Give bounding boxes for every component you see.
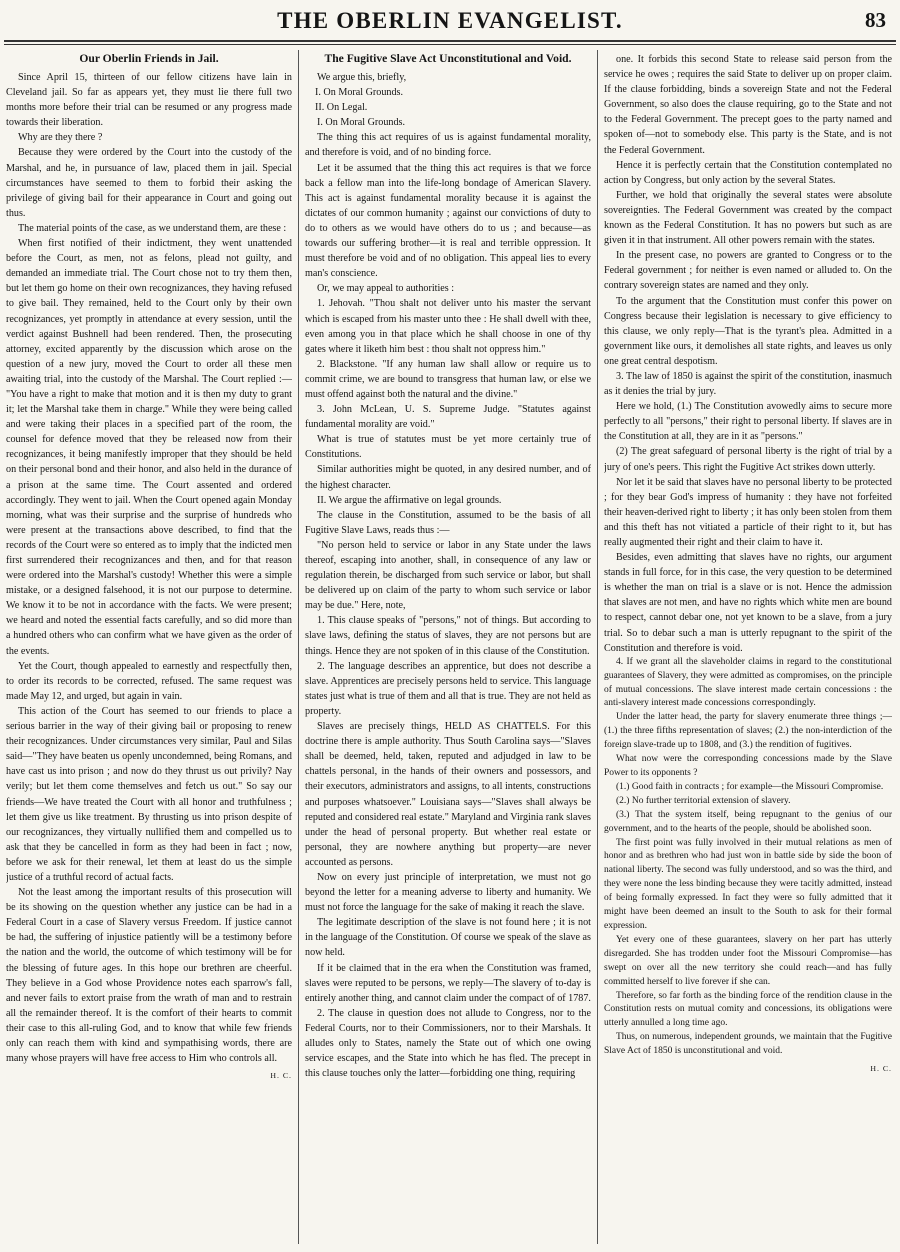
- column-divider: [597, 50, 598, 1244]
- paragraph: This action of the Court has seemed to our friends to place a serious barrier in the way of their giving bail or proposing to renew their recognizances. Under circumstances very similar, Paul and Silas said—"They have beaten us openly uncondemned, being Romans, and have cast us into prison ; and now do they thrust us out privily? Nay verily; but let them come themselves and fetch us out." So say our friends—We have treated the Court with all honor and truthfulness ; let them give us like treatment. By thrusting us into prison despite of our recognizances, they virtually nullified them and compelled us to ask that they be cancelled in form as they had been in fact ; now, before we ask for their renewal, let them at least do us the simple justice of a truthful record of actual facts.: [6, 705, 292, 883]
- paragraph: Besides, even admitting that slaves have no rights, our argument stands in full force, for in this case, the very question to be determined is whether the man on trial is a slave or is not. Hence the admission that slaves are not men, and have no rights which white men are bound to respect, cannot debar one, not yet known to be a slave, from a jury trial. So to debar such a man is utterly repugnant to the spirit of the Constitution and therefore is void.: [604, 552, 892, 654]
- article-body-continued: [604, 52, 892, 1059]
- paragraph: Yet every one of these guarantees, slavery on her part has utterly disregarded. She has trodden under foot the Missouri Compromise—has swept on over all the new territory she could reach—and has fully committed herself to live forever if she can.: [604, 934, 892, 987]
- paragraph: I. On Moral Grounds.: [315, 87, 404, 99]
- paragraph: Here we hold, (1.) The Constitution avowedly aims to secure more perfectly to all "persons," their right to personal liberty. If slaves are in the Constitution at all, they are in it as "persons.": [604, 401, 892, 443]
- paragraph: 1. This clause speaks of "persons," not of things. But according to slave laws, defining the status of slaves, they are not persons but are things. Hence they are not spoken of in this clause of the Constitution.: [305, 615, 591, 657]
- paragraph: II. We argue the affirmative on legal grounds.: [317, 494, 502, 506]
- paragraph: What now were the corresponding concessions made by the Slave Power to its opponents ?: [604, 754, 892, 778]
- paragraph: Since April 15, thirteen of our fellow citizens have lain in Cleveland jail. So far as appears yet, they must lie there full two months more before their trial can be resumed or any progress made towards their liberation.: [6, 72, 292, 129]
- paragraph: Thus, on numerous, independent grounds, we maintain that the Fugitive Slave Act of 1850 is unconstitutional and void.: [604, 1032, 892, 1057]
- paragraph: When first notified of their indictment, they went unattended before the Court, as men, not as felons, plead not guilty, and demanded an immediate trial. The Court chose not to try them then, but let them go home on their own recognizances, they having refused to give bail. They remained, held to the Court only by their own recognizances, yet promptly in attendance at every session, until the verdict against Bushnell had been rendered. Then, the prosecuting attorney, excited apparently by the discussion which arose on the question of a new jury, moved the Court to order all these men awaiting trial, into the custody of the Marshal. The Court replied :— "You have a right to make that motion and it is then my duty to grant it; let the Marshal take them in charge." While they were being called and were taking their places in a specified part of the room, the counsel for defence moved that they be released now from their recognizances, it being manifestly improper that they should be held on their personal bond and their honor, and also held in the durance of a prison at the same time. The Court assented and ordered accordingly. They went to jail. When the Court opened again Monday morning, what was their surprise and the surprise of hundreds who were present at the transactions above described, to find that the records of the Court were so entered as to imply that the indicted men first surrendered their recognizances and then, and for that reason were ordered into the Marshal's custody! Whether this were a simple mistake, or a designed falsehood, it is not our purpose to determine. We know it to be not in accordance with the facts. We were present; we heard and noted the essential facts carefully, and so did more than a hundred others who can confirm what we have given as the order of the events.: [6, 238, 292, 657]
- top-rule-thin: [4, 44, 896, 45]
- column-2: [305, 52, 591, 1246]
- page-number: 83: [865, 8, 886, 32]
- paragraph: Because they were ordered by the Court into the custody of the Marshal, and he, in pursuance of law, placed them in jail. Special circumstances have seemed to them to forbid their asking the privilege of giving bail for their appearance in Court and going out thus.: [6, 147, 292, 219]
- paragraph: In the present case, no powers are granted to Congress or to the Federal government ; for neither is even named or alluded to. On the contrary sovereign states are named and they only.: [604, 250, 892, 292]
- paragraph: We argue this, briefly,: [317, 72, 407, 83]
- paragraph: The first point was fully involved in their mutual relations as men of honor and as brethren who had just won in battle side by side the boon of national liberty. The second was fully understood, and so was the third, and they were none the less binding because they were tacitly admitted, instead of being formally expressed. In fact they were so fully admitted that it might have been deemed an insult to the South to ask for their formal expression.: [604, 837, 892, 931]
- paragraph: Or, we may appeal to authorities :: [317, 283, 455, 295]
- paragraph: Yet the Court, though appealed to earnestly and respectfully then, to order its records to be corrected, refused. The same request was made May 12, and urged, but again in vain.: [6, 660, 292, 702]
- column-3: [604, 52, 892, 1246]
- paragraph: (2.) No further territorial extension of slavery.: [616, 795, 791, 806]
- paragraph: 2. The clause in question does not allude to Congress, nor to the Federal Courts, nor to their Commissioners, nor to their Marshals. It alludes only to States, namely the State out of which one owing service escapes, and the State into which he has fled. The precept in this clause touches only the latter—forbidding one thing, requiring: [305, 1007, 591, 1080]
- article-signature: H. C.: [270, 1071, 292, 1081]
- article-heading-jail: Our Oberlin Friends in Jail.: [79, 52, 219, 65]
- paragraph: Similar authorities might be quoted, in any desired number, and of the highest character.: [305, 464, 591, 491]
- paragraph: 2. The language describes an apprentice, but does not describe a slave. Apprentices are precisely persons held to service. This language states just what is true of them and all that is true. They are not held as property.: [305, 660, 591, 717]
- article-heading-fugitive-slave-act: The Fugitive Slave Act Unconstitutional and Void.: [324, 52, 572, 65]
- paragraph: II. On Legal.: [315, 102, 368, 114]
- paragraph: 3. The law of 1850 is against the spirit of the constitution, inasmuch as it denies the trial by jury.: [604, 370, 892, 398]
- paragraph: Why are they there ?: [18, 132, 103, 144]
- column-divider: [298, 50, 299, 1244]
- paragraph: The clause in the Constitution, assumed to be the basis of all Fugitive Slave Laws, reads thus :—: [305, 509, 591, 536]
- paragraph: The legitimate description of the slave is not found here ; it is not in the language of the Constitution. Of course we speak of the slave as now held.: [305, 917, 591, 959]
- paragraph: Under the latter head, the party for slavery enumerate three things ;—(1.) the three fifths representation of slaves; (2.) the non-interdiction of the foreign slave-trade up to 1808, and (3.) the rendition of fugitives.: [604, 712, 892, 751]
- paragraph: (2) The great safeguard of personal liberty is the right of trial by a jury of one's peers. This right the Fugitive Act strikes down utterly.: [604, 446, 892, 473]
- paragraph: 2. Blackstone. "If any human law shall allow or require us to commit crime, we are bound to transgress that human law, or else we must offend against both the natural and the divine.": [305, 358, 591, 400]
- paragraph: What is true of statutes must be yet more certainly true of Constitutions.: [305, 434, 591, 461]
- paragraph: Slaves are precisely things, HELD AS CHATTELS. For this doctrine there is ample authority. Thus South Carolina says—"Slaves shall be deemed, held, taken, reputed and adjudged in law to be chattels personal, in the hands of their owners and possessors, and their executors, administrators and assigns, to all intents, constructions and purposes whatsoever." Louisiana says—"Slaves shall always be reputed and considered real estate." Maryland and Virginia rank slaves under the head of personal property. But whether real estate or personal, they are nowhere anything but property—are never accounted as persons.: [305, 721, 591, 868]
- article-body-fugitive-slave-act: [305, 70, 591, 1081]
- paragraph: 4. If we grant all the slaveholder claims in regard to the constitutional guarantees of Slavery, they were admitted as compromises, on the principle of mutual concessions. The slave interest made certain concessions : the anti-slavery interest made concessions correspondingly.: [604, 656, 892, 709]
- paragraph: "No person held to service or labor in any State under the laws thereof, escaping into another, shall, in consequence of any law or regulation therein, be discharged from such service or labor, but shall be delivered up on claim of the party to whom such service or labor may be due." Here, note,: [305, 539, 591, 612]
- newspaper-title: THE OBERLIN EVANGELIST.: [277, 8, 623, 33]
- paragraph: Further, we hold that originally the several states were absolute sovereignties. The Federal Government was created by the compact known as the Federal Constitution. It has no powers but such as are given it in that instrument. All other powers remain with the states.: [604, 189, 892, 247]
- paragraph: Therefore, so far forth as the binding force of the rendition clause in the Constitution rests on mutual comity and concessions, its obligations were utterly annulled a long time ago.: [604, 990, 892, 1029]
- paragraph: 3. John McLean, U. S. Supreme Judge. "Statutes against fundamental morality are void.": [305, 404, 591, 431]
- paragraph: Now on every just principle of interpretation, we must not go beyond the letter for a meaning adverse to liberty and humanity. We must not force the language for the sake of making it reach the slave.: [305, 871, 591, 914]
- paragraph: If it be claimed that in the era when the Constitution was framed, slaves were reputed to be persons, we reply—The slavery of to-day is entirely another thing, and cannot claim under the compact of of 1787.: [305, 962, 591, 1004]
- paragraph: Hence it is perfectly certain that the Constitution contemplated no action by Congress, but only action by the several States.: [604, 159, 892, 186]
- masthead: [0, 0, 900, 40]
- article-body-jail: [6, 70, 292, 1066]
- paragraph: 1. Jehovah. "Thou shalt not deliver unto his master the servant which is escaped from his master unto thee : He shall dwell with thee, even among you in that place which he shall choose in one of thy gates where it liketh him best : thou shalt not oppress him.": [305, 298, 591, 355]
- paragraph: Not the least among the important results of this prosecution will be its showing on the question whether any justice can be had in a Federal Court in a case of Slavery versus Freedom. If justice cannot be had, the suffering of injustice patiently will be a testimony before the nation and the world, the outcome of which testimony will be for the blessing of future ages. In this hope our brethren are cheerful. They believe in a God whose Providence notes each sparrow's fall, and never fails to extort praise from the wrath of man and to restrain all the remainder thereof. It is the comfort of their hearts to commit their case to this all-ruling God, and to know that while few friends only can reach them with kind and sympathising words, there are many whose prayers will have free access to Him who controls all.: [6, 887, 292, 1065]
- paragraph: The thing this act requires of us is against fundamental morality, and therefore is void, and of no binding force.: [305, 132, 591, 159]
- column-1: [6, 52, 292, 1246]
- paragraph: To the argument that the Constitution must confer this power on Congress because their legislation is necessary to give efficiency to this clause, we only reply—That is the tyrant's plea. Admitted in a government like ours, it demolishes all state rights, and leaves us only one great central despotism.: [604, 295, 892, 367]
- paragraph: The material points of the case, as we understand them, are these :: [18, 222, 287, 234]
- paragraph: I. On Moral Grounds.: [317, 117, 406, 129]
- paragraph: (3.) That the system itself, being repugnant to the genius of our government, and to the hearts of the people, should be abolished soon.: [604, 809, 892, 834]
- paragraph: Nor let it be said that slaves have no personal liberty to be protected ; for they bear God's impress of humanity : they have not forfeited their heaven-derived right to liberty ; it has only been stolen from them and this theft has not vitiated a particle of their right to it, but has really augmented their right and their claim to have it.: [604, 476, 892, 548]
- paragraph: Let it be assumed that the thing this act requires is that we force back a fellow man into the life-long bondage of American Slavery. This act is against fundamental morality because it is against the dictates of our common humanity ; against our convictions of duty to do to others as we would have others do to us ; and because—as towards our suffering brother—it is real and terrible oppression. It must therefore be void and of no obligation. This appeal lies to every man's conscience.: [305, 162, 591, 280]
- paragraph: (1.) Good faith in contracts ; for example—the Missouri Compromise.: [616, 781, 884, 792]
- top-rule: [4, 40, 896, 42]
- paragraph: one. It forbids this second State to release said person from the service he owes ; requires the said State to deliver up on proper claim. If the clause forbidding, binds a sovereign State and not the Federal Government, so also does the clause requiring, go to the State and not to the Federal Government. The precept goes to the party named and spoken of—not to somebody else. This party is the State, and is not the Federal Government.: [604, 54, 892, 156]
- article-signature: H. C.: [870, 1064, 892, 1074]
